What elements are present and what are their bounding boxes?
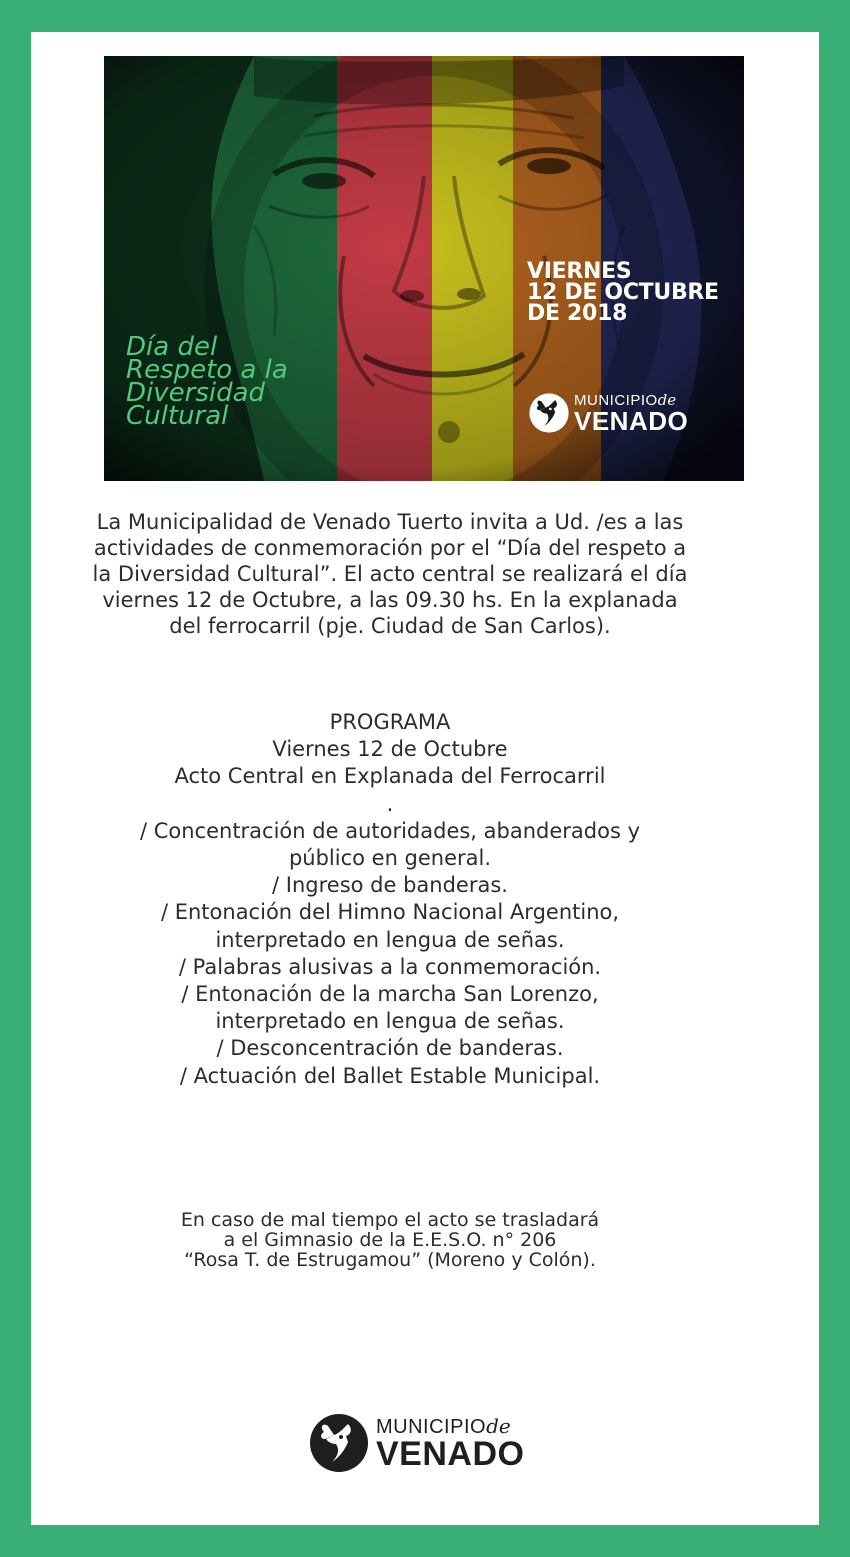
deer-icon (528, 392, 570, 434)
logo-top-line (376, 1413, 524, 1438)
hero-image (104, 56, 744, 481)
intro-line: actividades de conmemoración por el “Día del respeto a (93, 536, 687, 560)
logo-venado: VENADO (574, 405, 689, 436)
hero-title-line: Respeto a la (126, 355, 288, 385)
program-item: público en general. (288, 846, 492, 871)
deer-icon (308, 1412, 370, 1474)
program-venue: Acto Central en Explanada del Ferrocarril (174, 764, 606, 789)
hero-title-line: Día del (126, 332, 218, 362)
program-separator: . (386, 791, 394, 816)
intro-paragraph (35, 509, 745, 639)
intro-line: del ferrocarril (pje. Ciudad de San Carlos). (169, 614, 611, 638)
hero-date-line: 12 DE OCTUBRE (527, 280, 719, 305)
logo-municipio: MUNICIPIO (574, 391, 658, 409)
intro-line: la Diversidad Cultural”. El acto central se realizará el día (92, 562, 688, 586)
hero-date-line: DE 2018 (527, 301, 628, 326)
weather-note (35, 1210, 745, 1270)
intro-line: La Municipalidad de Venado Tuerto invita a Ud. /es a las (96, 510, 684, 534)
logo-words (376, 1413, 525, 1473)
hero-title-line: Cultural (126, 401, 229, 431)
note-line: En caso de mal tiempo el acto se trasladará (180, 1209, 600, 1231)
program-item: / Palabras alusivas a la conmemoración. (178, 954, 602, 979)
program-item: interpretado en lengua de señas. (215, 927, 565, 952)
program-item: interpretado en lengua de señas. (215, 1009, 565, 1034)
hero-date-line: VIERNES (527, 259, 632, 284)
program-item: / Entonación del Himno Nacional Argentino, (160, 900, 620, 925)
note-line: a el Gimnasio de la E.E.S.O. n° 206 (223, 1229, 557, 1251)
program-item: / Actuación del Ballet Estable Municipal. (179, 1063, 601, 1088)
logo-de: de (657, 390, 677, 409)
logo-words (574, 390, 689, 436)
hero-date (527, 261, 719, 324)
flyer-card (31, 32, 819, 1525)
logo-venado: VENADO (376, 1434, 525, 1473)
program-item: / Desconcentración de banderas. (216, 1036, 564, 1061)
program-item: / Entonación de la marcha San Lorenzo, (181, 982, 599, 1007)
hero-municipio-logo (528, 392, 688, 434)
logo-de: de (486, 1413, 511, 1438)
note-line: “Rosa T. de Estrugamou” (Moreno y Colón). (184, 1249, 596, 1271)
footer-municipio-logo (308, 1412, 524, 1474)
hero-title (126, 332, 288, 431)
hero-title-line: Diversidad (126, 378, 266, 408)
intro-line: viernes 12 de Octubre, a las 09.30 hs. En la explanada (102, 588, 678, 612)
program-heading: PROGRAMA (329, 710, 451, 734)
program-list (35, 709, 745, 1090)
program-item: / Concentración de autoridades, abanderados y (139, 818, 641, 843)
program-date: Viernes 12 de Octubre (272, 737, 508, 762)
program-item: / Ingreso de banderas. (272, 873, 508, 898)
logo-municipio: MUNICIPIO (376, 1415, 487, 1438)
